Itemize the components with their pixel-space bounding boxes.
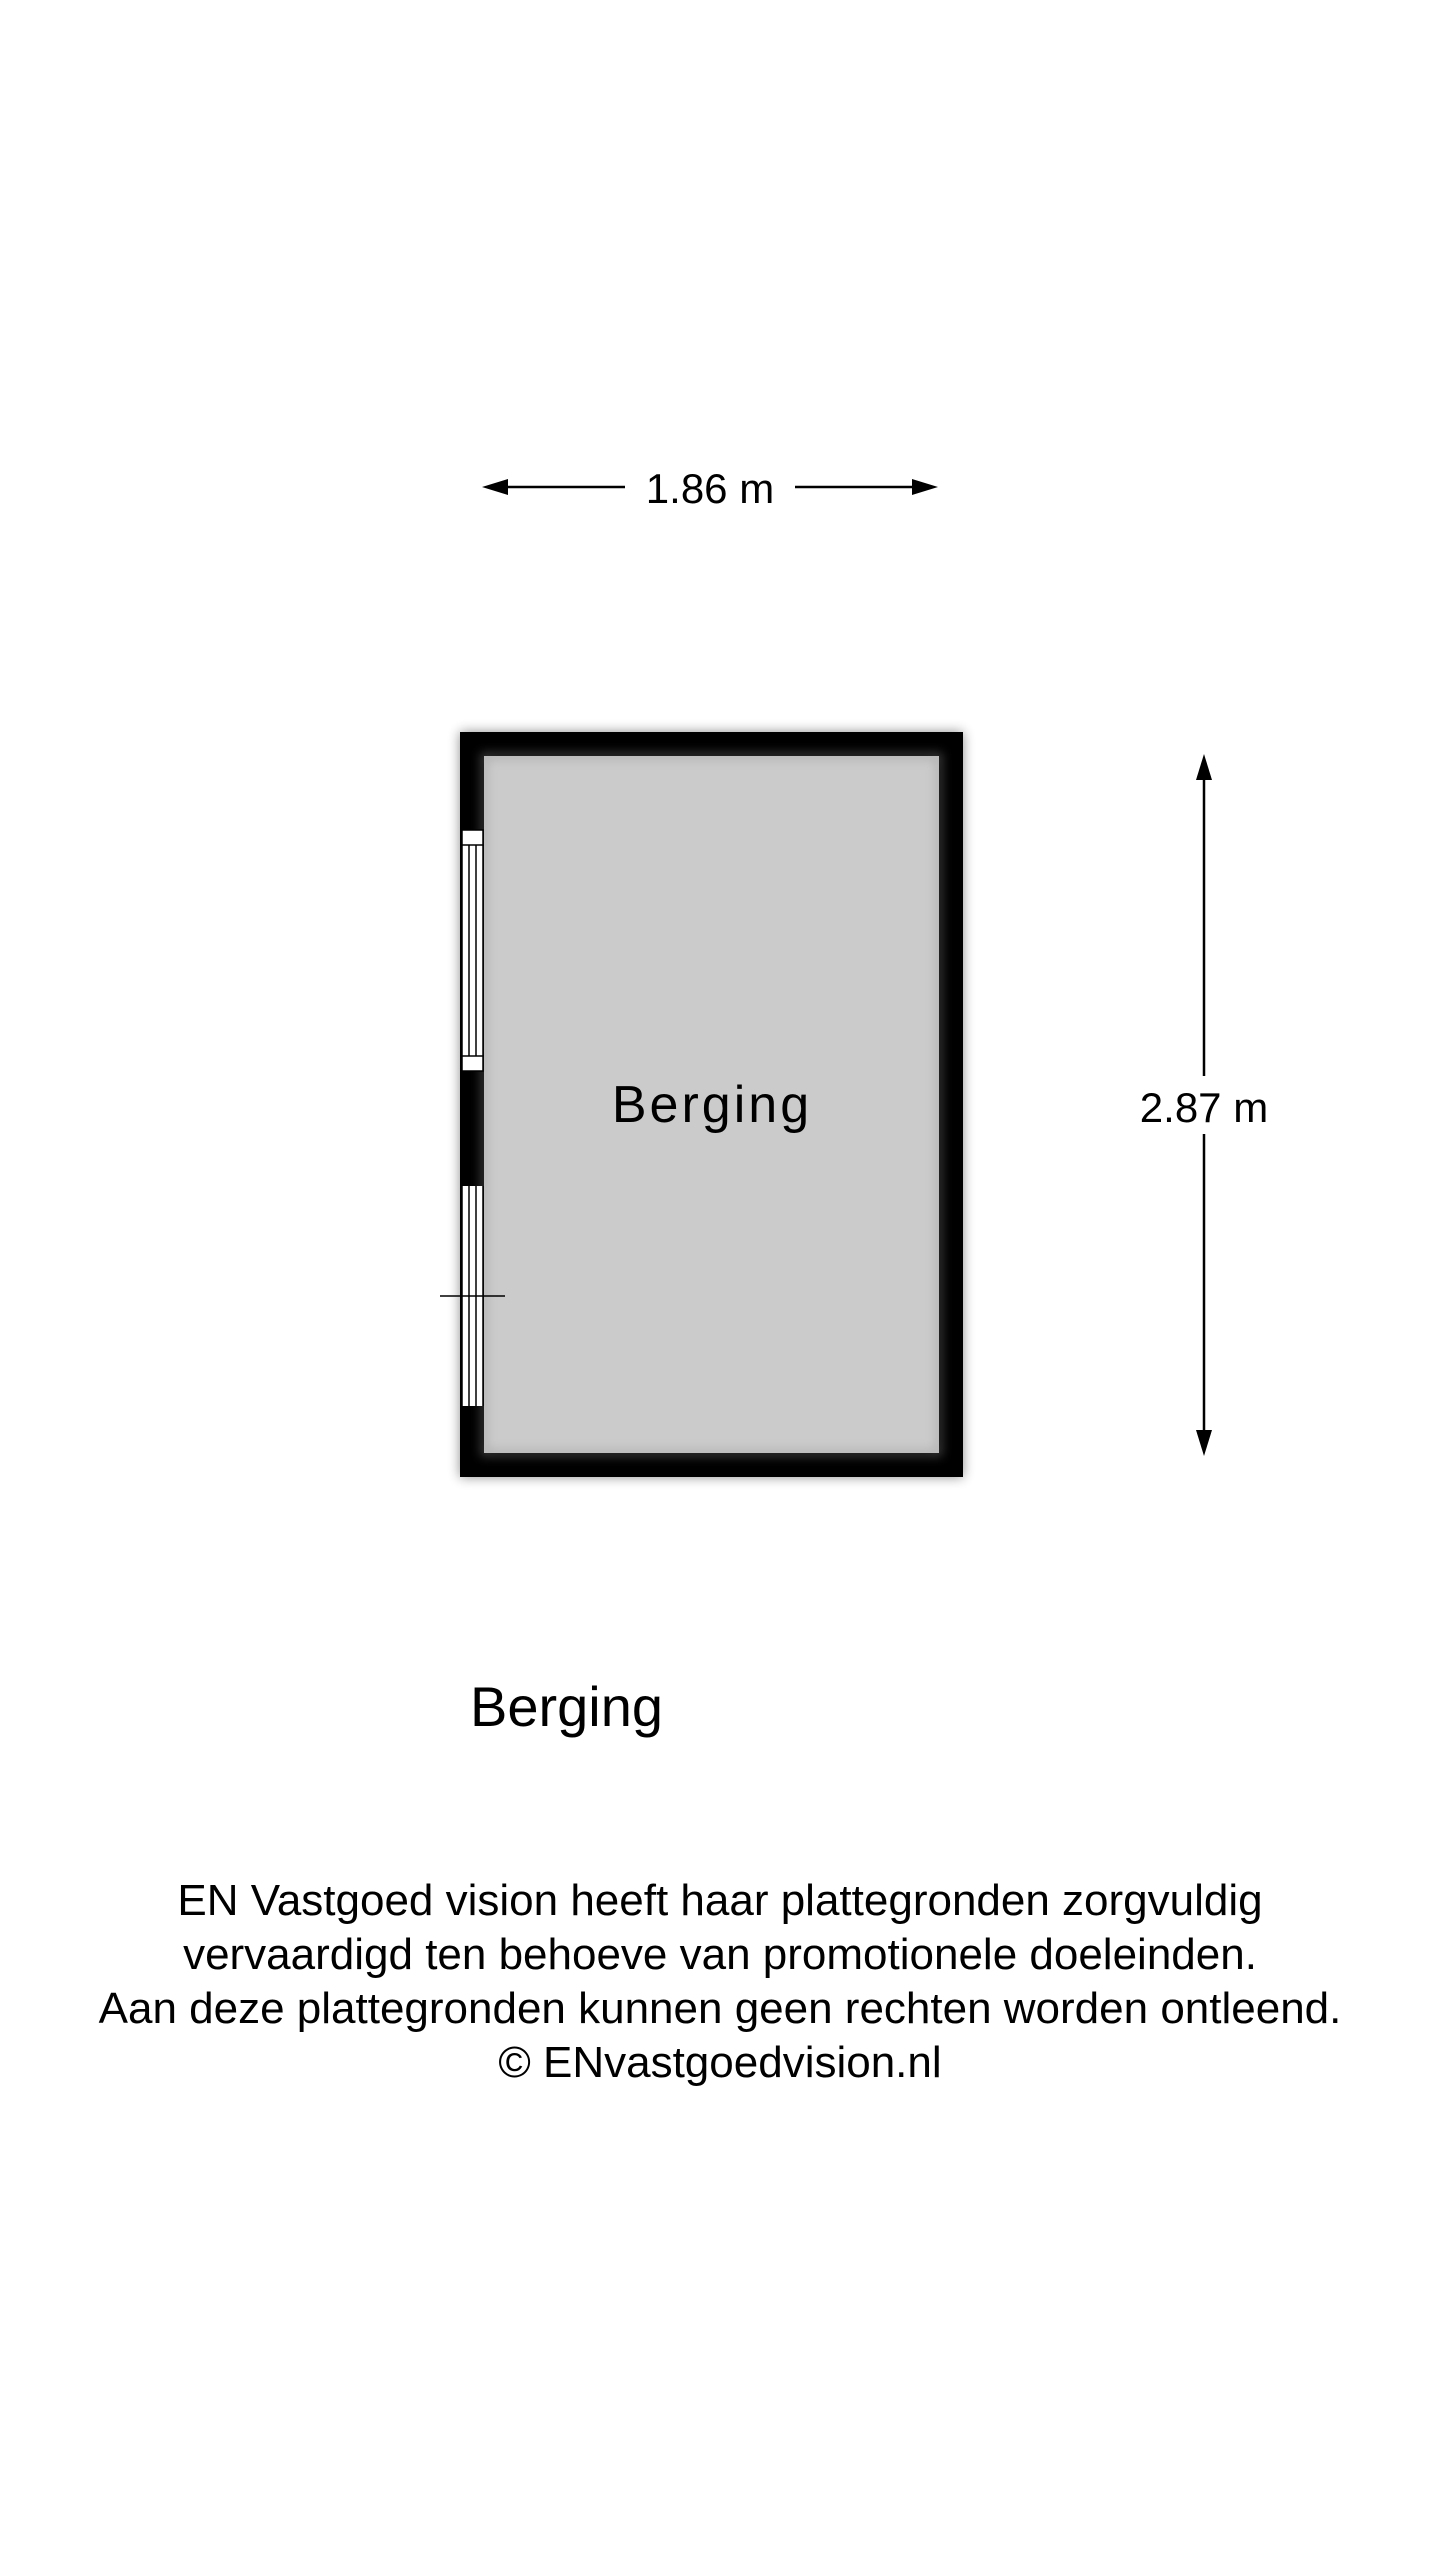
- window-upper: [462, 830, 483, 1071]
- floor-title: Berging: [470, 1675, 664, 1738]
- disclaimer-line: vervaardigd ten behoeve van promotionele doeleinden.: [183, 1930, 1257, 1979]
- width-arrow-left-icon: [482, 479, 508, 495]
- width-dimension-label: 1.86 m: [645, 465, 775, 512]
- room-berging: [440, 732, 963, 1477]
- disclaimer: [0, 1874, 1440, 2090]
- height-arrow-top-icon: [1196, 754, 1212, 780]
- copyright-line: © ENvastgoedvision.nl: [498, 2038, 942, 2087]
- height-dimension: [1140, 754, 1268, 1456]
- width-dimension: [482, 465, 938, 512]
- room-label: Berging: [611, 1076, 813, 1134]
- disclaimer-line: EN Vastgoed vision heeft haar plattegronden zorgvuldig: [177, 1876, 1263, 1925]
- width-arrow-right-icon: [912, 479, 938, 495]
- disclaimer-line: Aan deze plattegronden kunnen geen rechten worden ontleend.: [98, 1984, 1342, 2033]
- height-dimension-label: 2.87 m: [1139, 1084, 1269, 1131]
- height-arrow-bottom-icon: [1196, 1430, 1212, 1456]
